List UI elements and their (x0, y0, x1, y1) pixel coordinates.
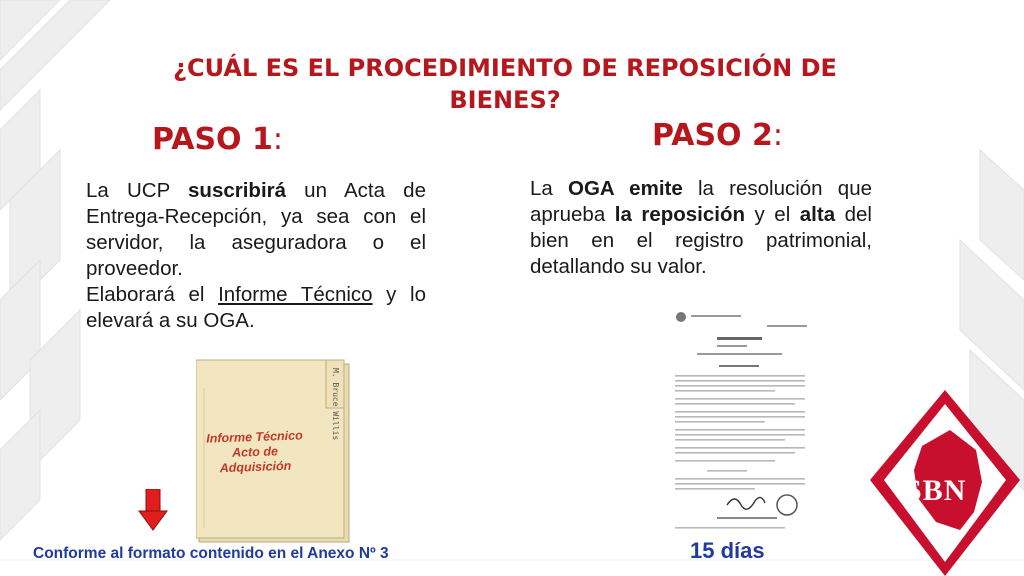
step2-description (530, 176, 872, 280)
step1-heading (152, 122, 283, 157)
text-run: del bien en el registro patrimonial, detallando su valor. (530, 203, 872, 278)
folder-tab-label: M. Bruce Willis (331, 368, 340, 441)
bold-run: suscribirá (188, 179, 287, 202)
logo-text: SBN (905, 474, 967, 507)
folder-label-line: Acto de (231, 444, 279, 460)
text-run: y lo elevará a su OGA. (86, 283, 426, 332)
underlined-run: Informe Técnico (218, 283, 373, 306)
text-run: la resolución que aprueba (530, 177, 873, 226)
step2-label: PASO 2 (652, 118, 773, 153)
footer-note: Conforme al formato contenido en el Anexo Nº 3 (33, 545, 389, 562)
text-run: Elaborará el (86, 283, 219, 306)
duration-label: 15 días (690, 538, 765, 563)
step1-description (86, 178, 426, 334)
step2-colon: : (772, 118, 783, 153)
text-run: La UCP (86, 179, 189, 202)
folder-label-line: Informe Técnico (205, 428, 303, 446)
down-arrow-icon (138, 489, 168, 531)
folder-label-line: Adquisición (219, 458, 292, 476)
text-run: y el (745, 203, 800, 226)
document-icon (657, 305, 827, 537)
folder-label (199, 428, 311, 477)
slide-title: ¿CUÁL ES EL PROCEDIMIENTO DE REPOSICIÓN DE BIENES? (173, 54, 837, 114)
step1-label: PASO 1 (152, 122, 273, 157)
text-run: La (530, 177, 569, 200)
step1-colon: : (272, 122, 283, 157)
step2-heading (652, 118, 783, 153)
bold-run: OGA emite (568, 177, 683, 200)
text-run: un Acta de Entrega-Recepción, ya sea con el servidor, la aseguradora o el proveedor. (86, 179, 426, 280)
bold-run: alta (799, 203, 836, 226)
bold-run: la reposición (614, 203, 746, 226)
